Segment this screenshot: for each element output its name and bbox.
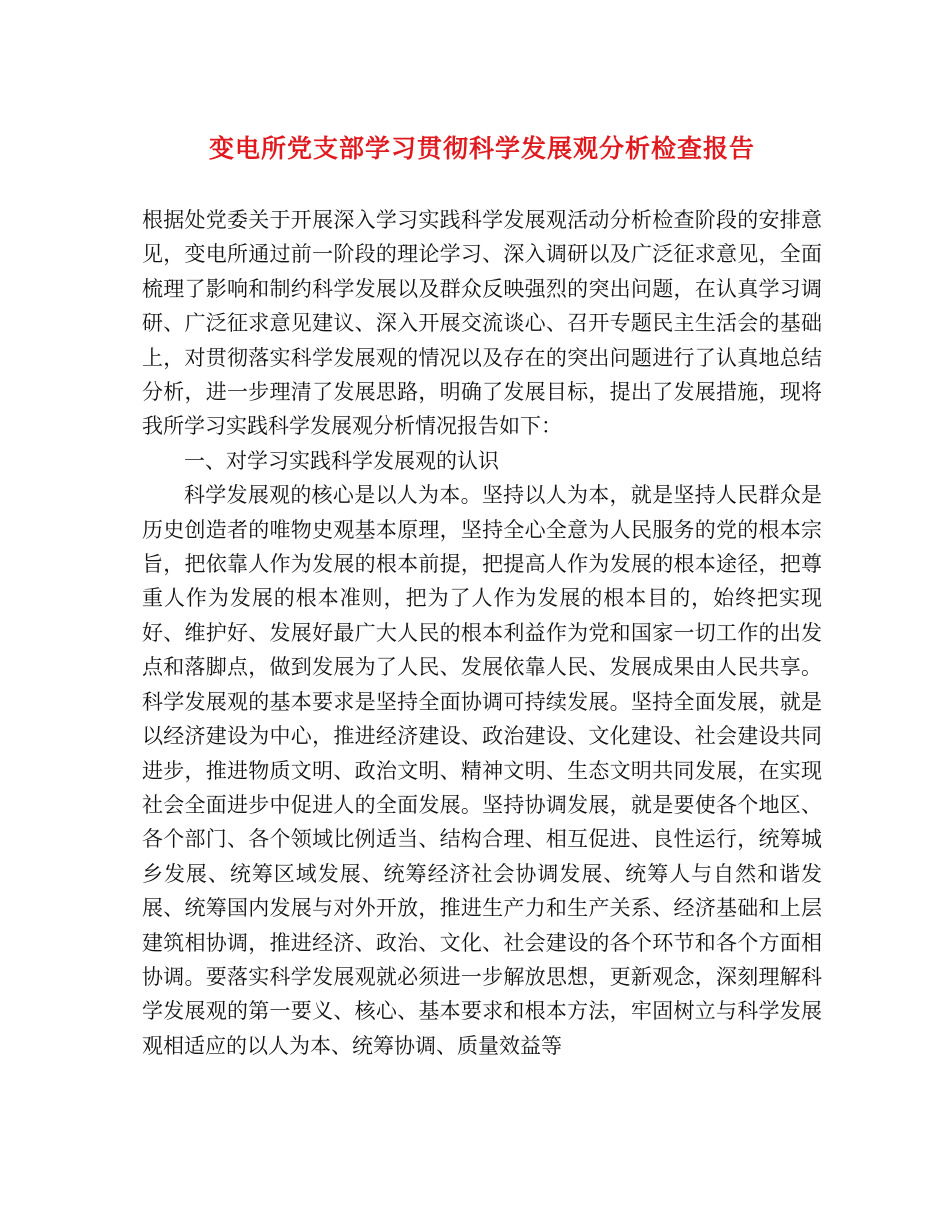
section-heading: 一、对学习实践科学发展观的认识	[184, 448, 499, 473]
document-body	[142, 203, 822, 1063]
document-title: 变电所党支部学习贯彻科学发展观分析检查报告	[208, 134, 755, 163]
body-paragraph: 科学发展观的核心是以人为本。坚持以人为本，就是坚持人民群众是历史创造者的唯物史观基本原理，坚持全心全意为人民服务的党的根本宗旨，把依靠人作为发展的根本前提，把提高人作为发展的根本途径，把尊重人作为发展的根本准则，把为了人作为发展的根本目的，始终把实现好、维护好、发展好最广大人民的根本利益作为党和国家一切工作的出发点和落脚点，做到发展为了人民、发展依靠人民、发展成果由人民共享。科学发展观的基本要求是坚持全面协调可持续发展。坚持全面发展，就是以经济建设为中心，推进经济建设、政治建设、文化建设、社会建设共同进步，推进物质文明、政治文明、精神文明、生态文明共同发展，在实现社会全面进步中促进人的全面发展。坚持协调发展，就是要使各个地区、各个部门、各个领域比例适当、结构合理、相互促进、良性运行，统筹城乡发展、统筹区域发展、统筹经济社会协调发展、统筹人与自然和谐发展、统筹国内发展与对外开放，推进生产力和生产关系、经济基础和上层建筑相协调，推进经济、政治、文化、社会建设的各个环节和各个方面相协调。要落实科学发展观就必须进一步解放思想，更新观念，深刻理解科学发展观的第一要义、核心、基本要求和根本方法，牢固树立与科学发展观相适应的以人为本、统筹协调、质量效益等	[142, 483, 822, 1058]
intro-paragraph: 根据处党委关于开展深入学习实践科学发展观活动分析检查阶段的安排意见，变电所通过前一阶段的理论学习、深入调研以及广泛征求意见，全面梳理了影响和制约科学发展以及群众反映强烈的突出问题，在认真学习调研、广泛征求意见建议、深入开展交流谈心、召开专题民主生活会的基础上，对贯彻落实科学发展观的情况以及存在的突出问题进行了认真地总结分析，进一步理清了发展思路，明确了发展目标，提出了发展措施，现将我所学习实践科学发展观分析情况报告如下：	[142, 208, 822, 439]
